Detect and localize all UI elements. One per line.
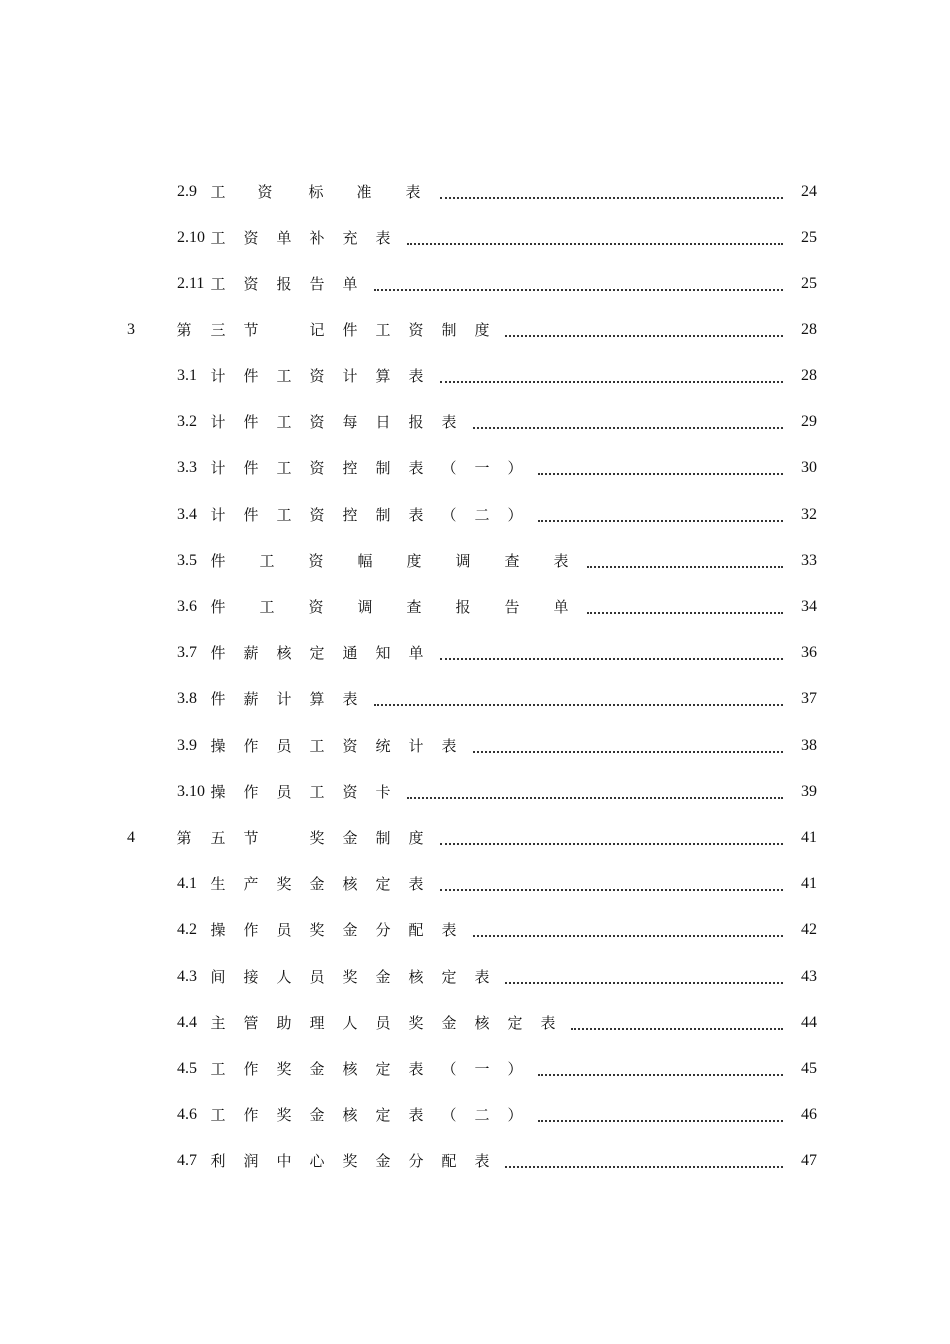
title-glyph: 件 (342, 321, 358, 339)
title-glyph: 作 (243, 921, 259, 939)
title-glyph: 表 (408, 1106, 424, 1124)
title-glyph: 单 (276, 229, 292, 247)
toc-page-number: 44 (801, 1014, 817, 1031)
toc-entry-number: 3.3 (177, 459, 197, 476)
title-glyph: 管 (243, 1014, 259, 1032)
title-glyph: 员 (276, 737, 292, 755)
title-glyph: 资 (309, 459, 325, 477)
toc-entry-number: 4.1 (177, 875, 197, 892)
title-glyph: 员 (309, 968, 325, 986)
title-glyph: 控 (342, 459, 358, 477)
dot-leader (440, 381, 783, 383)
title-glyph: 定 (441, 968, 457, 986)
title-glyph: 定 (507, 1014, 523, 1032)
toc-entry-number: 3.9 (177, 737, 197, 754)
title-glyph: 节 (243, 829, 259, 847)
title-glyph: 操 (210, 737, 226, 755)
title-glyph: 产 (243, 875, 259, 893)
title-glyph: 配 (408, 921, 424, 939)
title-glyph: 报 (408, 413, 424, 431)
toc-entry[interactable] (0, 777, 950, 807)
toc-entry-number: 2.11 (177, 275, 205, 292)
toc-entry-number: 3.2 (177, 413, 197, 430)
title-glyph: 员 (276, 783, 292, 801)
title-glyph: 心 (309, 1152, 325, 1170)
toc-entry[interactable] (0, 546, 950, 576)
title-glyph: 理 (309, 1014, 325, 1032)
title-glyph: 一 (474, 1060, 490, 1078)
toc-page-number: 41 (801, 829, 817, 846)
title-glyph: 报 (455, 598, 471, 616)
title-glyph: 奖 (342, 1152, 358, 1170)
toc-section-number: 4 (127, 829, 135, 846)
toc-entry[interactable] (0, 638, 950, 668)
title-glyph: 定 (375, 875, 391, 893)
dot-leader (538, 1074, 783, 1076)
toc-entry-number: 4.2 (177, 921, 197, 938)
title-glyph: 表 (408, 506, 424, 524)
title-glyph: 统 (375, 737, 391, 755)
title-glyph: 人 (276, 968, 292, 986)
toc-entry[interactable] (0, 1146, 950, 1176)
title-glyph: 作 (243, 1060, 259, 1078)
title-glyph: 制 (375, 459, 391, 477)
title-glyph: 制 (375, 829, 391, 847)
title-glyph: 件 (243, 367, 259, 385)
title-glyph: 核 (276, 644, 292, 662)
toc-entry[interactable] (0, 1008, 950, 1038)
toc-entry-number: 3.8 (177, 690, 197, 707)
title-glyph: （ (441, 1106, 457, 1124)
title-glyph: 计 (210, 459, 226, 477)
dot-leader (473, 935, 783, 937)
title-glyph: 工 (259, 552, 275, 570)
title-glyph: 作 (243, 783, 259, 801)
dot-leader (505, 982, 783, 984)
title-glyph: 主 (210, 1014, 226, 1032)
toc-page-number: 36 (801, 644, 817, 661)
title-glyph: 第 (176, 321, 192, 339)
title-glyph: 金 (342, 829, 358, 847)
dot-leader (440, 658, 783, 660)
title-glyph: 记 (309, 321, 325, 339)
title-glyph: 金 (309, 1106, 325, 1124)
title-glyph: 计 (210, 506, 226, 524)
toc-page-number: 43 (801, 968, 817, 985)
title-glyph: 第 (176, 829, 192, 847)
title-glyph: 间 (210, 968, 226, 986)
toc-entry-number: 3.1 (177, 367, 197, 384)
toc-entry[interactable] (0, 915, 950, 945)
title-glyph: 表 (441, 921, 457, 939)
toc-page-number: 34 (801, 598, 817, 615)
title-glyph: 薪 (243, 644, 259, 662)
title-glyph: 件 (210, 552, 226, 570)
title-glyph: 生 (210, 875, 226, 893)
title-glyph: 调 (455, 552, 471, 570)
title-glyph: 控 (342, 506, 358, 524)
title-glyph: 卡 (375, 783, 391, 801)
title-glyph: 表 (342, 690, 358, 708)
title-glyph: 奖 (309, 921, 325, 939)
title-glyph: 资 (243, 275, 259, 293)
title-glyph: ） (507, 506, 523, 524)
title-glyph: 表 (474, 1152, 490, 1170)
title-glyph: 制 (375, 506, 391, 524)
toc-page-number: 30 (801, 459, 817, 476)
title-glyph: 分 (375, 921, 391, 939)
title-glyph: 三 (210, 321, 226, 339)
toc-entry-number: 4.6 (177, 1106, 197, 1123)
title-glyph: 金 (309, 1060, 325, 1078)
title-glyph: 二 (474, 1106, 490, 1124)
toc-entry[interactable] (0, 684, 950, 714)
title-glyph: ） (507, 1106, 523, 1124)
toc-page-number: 39 (801, 783, 817, 800)
dot-leader (538, 520, 783, 522)
title-glyph: 表 (408, 875, 424, 893)
title-glyph: （ (441, 459, 457, 477)
title-glyph: 计 (342, 367, 358, 385)
toc-page-number: 47 (801, 1152, 817, 1169)
toc-entry[interactable] (0, 592, 950, 622)
title-glyph: 工 (210, 183, 226, 201)
title-glyph: 告 (504, 598, 520, 616)
title-glyph: 单 (342, 275, 358, 293)
toc-entry[interactable] (0, 269, 950, 299)
title-glyph: 度 (474, 321, 490, 339)
toc-entry-number: 4.4 (177, 1014, 197, 1031)
title-glyph: 奖 (309, 829, 325, 847)
dot-leader (407, 797, 783, 799)
toc-entry[interactable] (0, 1054, 950, 1084)
title-glyph: ） (507, 1060, 523, 1078)
toc-entry[interactable] (0, 223, 950, 253)
title-glyph: 一 (474, 459, 490, 477)
title-glyph: 制 (441, 321, 457, 339)
toc-entry[interactable] (0, 1100, 950, 1130)
title-glyph: 核 (408, 968, 424, 986)
title-glyph: 表 (375, 229, 391, 247)
title-glyph: 定 (309, 644, 325, 662)
dot-leader (374, 704, 783, 706)
title-glyph: 利 (210, 1152, 226, 1170)
title-glyph: 告 (309, 275, 325, 293)
title-glyph: 工 (309, 737, 325, 755)
title-glyph: 度 (406, 552, 422, 570)
title-glyph: 资 (309, 506, 325, 524)
title-glyph: 表 (441, 413, 457, 431)
toc-entry[interactable] (0, 453, 950, 483)
toc-page-number: 45 (801, 1060, 817, 1077)
title-glyph: 表 (553, 552, 569, 570)
title-glyph: 工 (276, 459, 292, 477)
dot-leader (538, 1120, 783, 1122)
title-glyph: 节 (243, 321, 259, 339)
dot-leader (440, 843, 783, 845)
dot-leader (407, 243, 783, 245)
toc-entry-number: 3.10 (177, 783, 205, 800)
toc-entry-number: 3.7 (177, 644, 197, 661)
title-glyph: 资 (342, 783, 358, 801)
toc-page-number: 33 (801, 552, 817, 569)
title-glyph: 金 (342, 921, 358, 939)
title-glyph: 助 (276, 1014, 292, 1032)
toc-page-number: 32 (801, 506, 817, 523)
title-glyph: 金 (375, 968, 391, 986)
toc-entry[interactable] (0, 823, 950, 853)
title-glyph: 准 (356, 183, 372, 201)
title-glyph: 核 (342, 875, 358, 893)
title-glyph: 奖 (276, 1060, 292, 1078)
title-glyph: 人 (342, 1014, 358, 1032)
toc-entry[interactable] (0, 962, 950, 992)
dot-leader (538, 473, 783, 475)
title-glyph: 工 (309, 783, 325, 801)
title-glyph: 报 (276, 275, 292, 293)
title-glyph: 核 (342, 1060, 358, 1078)
title-glyph: 通 (342, 644, 358, 662)
title-glyph: 件 (243, 506, 259, 524)
title-glyph: 配 (441, 1152, 457, 1170)
toc-page-number: 29 (801, 413, 817, 430)
title-glyph: 度 (408, 829, 424, 847)
toc-entry-number: 4.7 (177, 1152, 197, 1169)
title-glyph: 金 (375, 1152, 391, 1170)
toc-page-number: 42 (801, 921, 817, 938)
title-glyph: 资 (342, 737, 358, 755)
title-glyph: 件 (210, 598, 226, 616)
title-glyph: 查 (504, 552, 520, 570)
title-glyph: 查 (406, 598, 422, 616)
title-glyph: 奖 (342, 968, 358, 986)
title-glyph: 薪 (243, 690, 259, 708)
dot-leader (587, 566, 783, 568)
toc-entry-number: 2.9 (177, 183, 197, 200)
dot-leader (505, 335, 783, 337)
dot-leader (440, 889, 783, 891)
title-glyph: 件 (243, 459, 259, 477)
title-glyph: 资 (243, 229, 259, 247)
toc-entry[interactable] (0, 731, 950, 761)
toc-entry[interactable] (0, 315, 950, 345)
title-glyph: 作 (243, 1106, 259, 1124)
toc-page-number: 25 (801, 229, 817, 246)
title-glyph: 中 (276, 1152, 292, 1170)
title-glyph: 工 (276, 413, 292, 431)
title-glyph: 操 (210, 921, 226, 939)
title-glyph: 件 (210, 644, 226, 662)
title-glyph: 表 (441, 737, 457, 755)
title-glyph: 补 (309, 229, 325, 247)
title-glyph: 资 (309, 367, 325, 385)
title-glyph: 工 (210, 275, 226, 293)
toc-entry-number: 4.5 (177, 1060, 197, 1077)
toc-page-number: 41 (801, 875, 817, 892)
toc-entry[interactable] (0, 500, 950, 530)
title-glyph: 核 (342, 1106, 358, 1124)
title-glyph: 计 (408, 737, 424, 755)
title-glyph: 资 (308, 552, 324, 570)
dot-leader (571, 1028, 783, 1030)
dot-leader (505, 1166, 783, 1168)
title-glyph: 每 (342, 413, 358, 431)
title-glyph: 表 (408, 367, 424, 385)
title-glyph: 奖 (276, 875, 292, 893)
dot-leader (473, 751, 783, 753)
dot-leader (587, 612, 783, 614)
title-glyph: 计 (210, 367, 226, 385)
title-glyph: 工 (210, 1060, 226, 1078)
title-glyph: 工 (276, 367, 292, 385)
title-glyph: 表 (408, 1060, 424, 1078)
title-glyph: 润 (243, 1152, 259, 1170)
toc-entry[interactable] (0, 869, 950, 899)
toc-entry-number: 2.10 (177, 229, 205, 246)
title-glyph: 知 (375, 644, 391, 662)
title-glyph: 员 (375, 1014, 391, 1032)
title-glyph: （ (441, 506, 457, 524)
toc-entry[interactable] (0, 361, 950, 391)
title-glyph: 资 (257, 183, 273, 201)
title-glyph: 调 (357, 598, 373, 616)
title-glyph: 定 (375, 1060, 391, 1078)
title-glyph: 核 (474, 1014, 490, 1032)
title-glyph: 表 (540, 1014, 556, 1032)
title-glyph: 资 (308, 598, 324, 616)
title-glyph: 操 (210, 783, 226, 801)
dot-leader (473, 427, 783, 429)
title-glyph: 五 (210, 829, 226, 847)
title-glyph: 金 (441, 1014, 457, 1032)
title-glyph: 定 (375, 1106, 391, 1124)
toc-entry[interactable] (0, 177, 950, 207)
title-glyph: 工 (210, 1106, 226, 1124)
title-glyph: 金 (309, 875, 325, 893)
title-glyph: 奖 (276, 1106, 292, 1124)
dot-leader (374, 289, 783, 291)
toc-page-number: 28 (801, 367, 817, 384)
title-glyph: 表 (474, 968, 490, 986)
title-glyph: 奖 (408, 1014, 424, 1032)
title-glyph: 算 (375, 367, 391, 385)
dot-leader (440, 197, 783, 199)
title-glyph: ） (507, 459, 523, 477)
title-glyph: 充 (342, 229, 358, 247)
title-glyph: 日 (375, 413, 391, 431)
title-glyph: 工 (259, 598, 275, 616)
title-glyph: 分 (408, 1152, 424, 1170)
title-glyph: 工 (375, 321, 391, 339)
title-glyph: 单 (553, 598, 569, 616)
toc-entry-number: 3.6 (177, 598, 197, 615)
toc-entry-number: 3.4 (177, 506, 197, 523)
title-glyph: 资 (408, 321, 424, 339)
title-glyph: 工 (210, 229, 226, 247)
toc-page-number: 46 (801, 1106, 817, 1123)
title-glyph: 件 (243, 413, 259, 431)
title-glyph: 单 (408, 644, 424, 662)
toc-entry-number: 4.3 (177, 968, 197, 985)
title-glyph: 算 (309, 690, 325, 708)
toc-page-number: 28 (801, 321, 817, 338)
toc-entry[interactable] (0, 407, 950, 437)
title-glyph: 资 (309, 413, 325, 431)
title-glyph: 计 (210, 413, 226, 431)
title-glyph: 作 (243, 737, 259, 755)
toc-page-number: 25 (801, 275, 817, 292)
title-glyph: 件 (210, 690, 226, 708)
toc-entry-number: 3.5 (177, 552, 197, 569)
title-glyph: 员 (276, 921, 292, 939)
title-glyph: 表 (405, 183, 421, 201)
toc-page-number: 37 (801, 690, 817, 707)
title-glyph: 幅 (357, 552, 373, 570)
toc-section-number: 3 (127, 321, 135, 338)
title-glyph: 表 (408, 459, 424, 477)
title-glyph: 标 (308, 183, 324, 201)
title-glyph: 工 (276, 506, 292, 524)
title-glyph: 二 (474, 506, 490, 524)
title-glyph: 计 (276, 690, 292, 708)
title-glyph: （ (441, 1060, 457, 1078)
toc-page-number: 24 (801, 183, 817, 200)
toc-page-number: 38 (801, 737, 817, 754)
title-glyph: 接 (243, 968, 259, 986)
